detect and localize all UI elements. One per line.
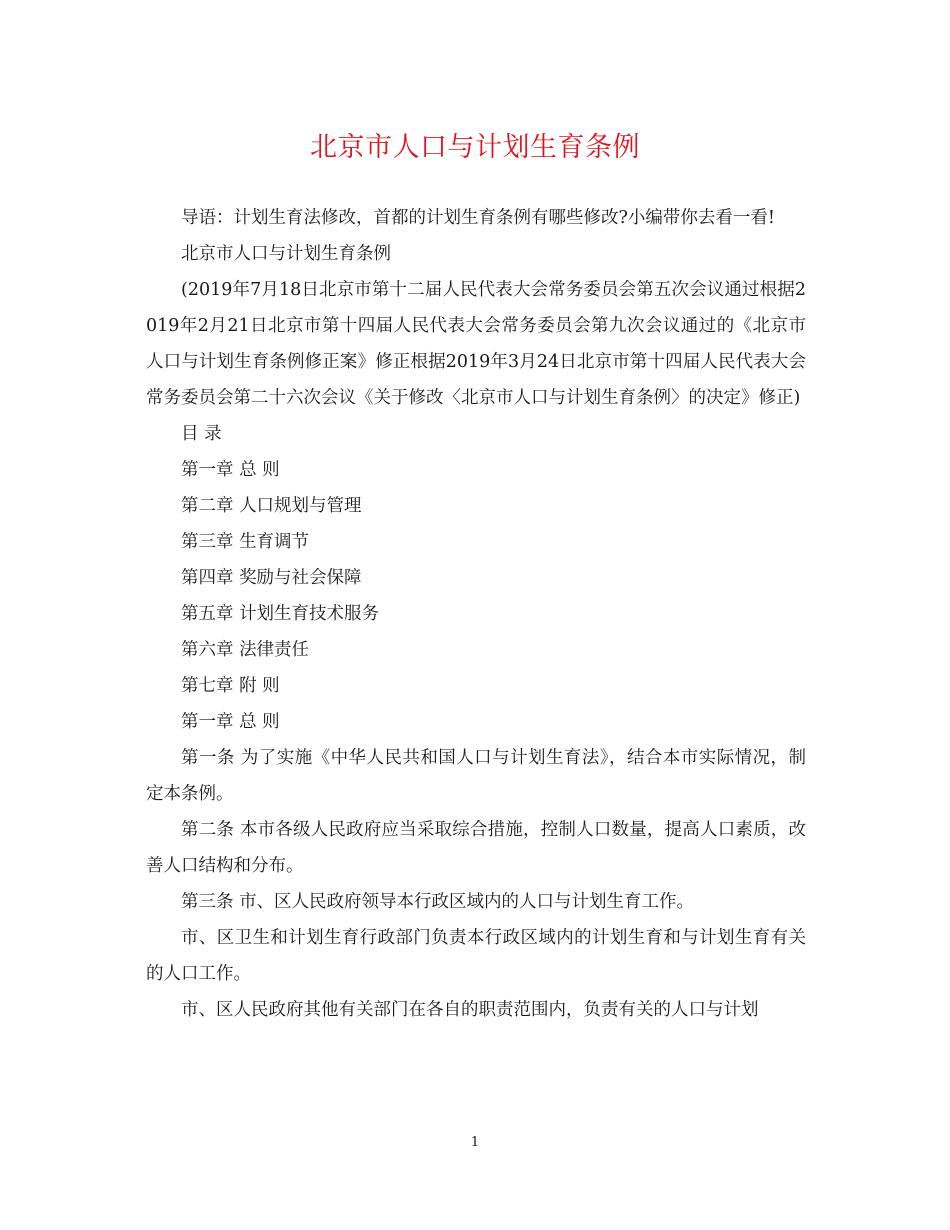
toc-heading: 目 录 xyxy=(181,424,222,444)
document-body xyxy=(146,200,806,1028)
article-paragraph: 第二条 本市各级人民政府应当采取综合措施，控制人口数量，提高人口素质，改善人口结构和分布。 xyxy=(146,820,806,876)
toc-item: 第三章 生育调节 xyxy=(181,532,310,552)
paragraph-regulation-name: 北京市人口与计划生育条例 xyxy=(181,244,391,264)
toc-item: 第四章 奖励与社会保障 xyxy=(181,568,362,588)
toc-item: 第七章 附 则 xyxy=(181,676,280,696)
chapter-heading: 第一章 总 则 xyxy=(181,712,280,732)
toc-item: 第五章 计划生育技术服务 xyxy=(181,604,380,624)
article-paragraph: 第一条 为了实施《中华人民共和国人口与计划生育法》，结合本市实际情况，制定本条例。 xyxy=(146,748,806,804)
article-paragraph: 市、区卫生和计划生育行政部门负责本行政区域内的计划生育和与计划生育有关的人口工作。 xyxy=(146,928,806,984)
article-paragraph: 第三条 市、区人民政府领导本行政区域内的人口与计划生育工作。 xyxy=(181,892,695,912)
toc-item: 第六章 法律责任 xyxy=(181,640,310,660)
article-paragraph: 市、区人民政府其他有关部门在各自的职责范围内，负责有关的人口与计划 xyxy=(181,1000,759,1020)
document-title: 北京市人口与计划生育条例 xyxy=(310,132,640,163)
paragraph-adoption-history: (2019年7月18日北京市第十二届人民代表大会常务委员会第五次会议通过根据2019年2月21日北京市第十四届人民代表大会常务委员会第九次会议通过的《北京市人口与计划生育条例修正案》修正根据2019年3月24日北京市第十四届人民代表大会常务委员会第二十六次会议《关于修改〈北京市人口与计划生育条例〉的决定》修正) xyxy=(146,280,806,408)
toc-item: 第一章 总 则 xyxy=(181,460,280,480)
toc-item: 第二章 人口规划与管理 xyxy=(181,496,362,516)
page-number: 1 xyxy=(470,1135,480,1150)
paragraph-intro: 导语：计划生育法修改，首都的计划生育条例有哪些修改?小编带你去看一看! xyxy=(181,208,775,228)
